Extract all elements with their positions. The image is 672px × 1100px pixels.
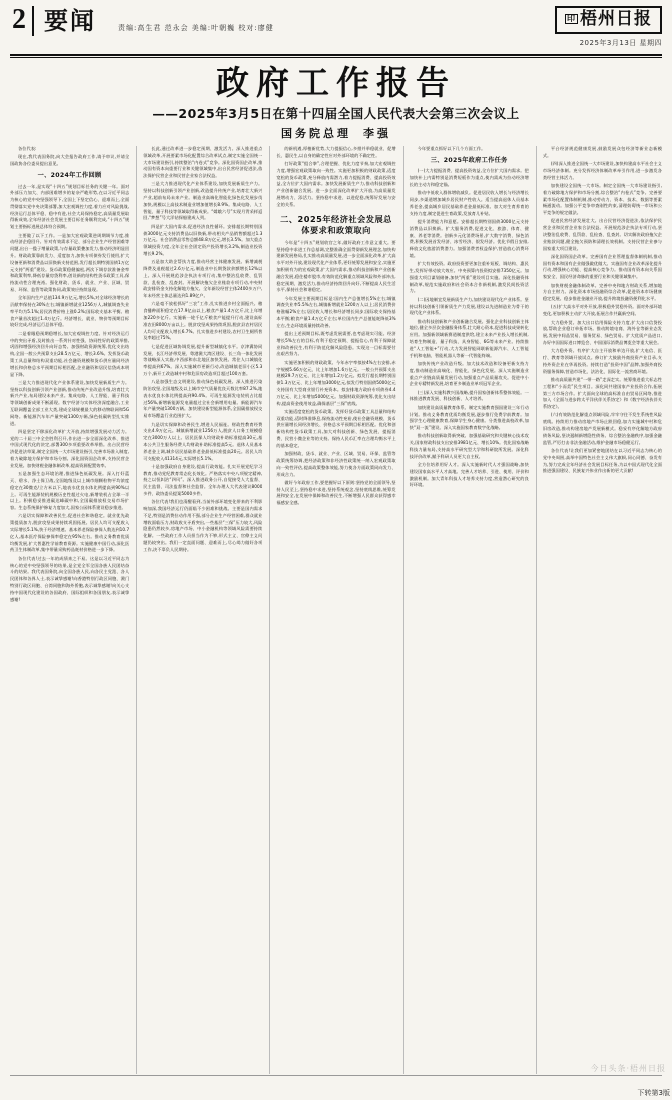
paragraph: (二)因地制宜发展新质生产力,加快建设现代化产业体系。坚持以科技创新引领新质生产力发展,建设以先进制造业为骨干的现代化产业体系。 bbox=[409, 296, 529, 316]
paragraph: 推动高质量共建“一带一路”走深走实。统筹推进重大标志性工程和“小而美”民生项目。深化同共建国家产业投资合作,拓展第三方市场合作。扩大面向全球的高标准自由贸易区网络,推进加入《全面与进步跨太平洋伙伴关系协定》和《数字经济伙伴关系协定》。 bbox=[542, 376, 662, 410]
paragraph: 加快传统产业改造升级。加大技术改造和设备更新支持力度,推动制造业高端化、智能化、绿色化发展。深入实施制造业重点产业链高质量发展行动,加强重点产品质量攻关。促进中小企业专精特新发展,培育更多制造业单项冠军企业。 bbox=[409, 360, 529, 387]
article-column bbox=[136, 146, 262, 1074]
footer-rule bbox=[10, 1075, 662, 1076]
byline-role: 国务院总理 bbox=[281, 126, 351, 140]
paragraph: 四是扩大国内需求,促进经济良性循环。安排超长期特别国债3000亿元支持消费品以旧换新,带动相关产品销售额超过1.3万亿元。社会消费品零售总额48.8万亿元,增长3.5%。加大重点领域投资力度,全年全社会固定资产投资增长3.2%,制造业投资增长9.2%。 bbox=[143, 223, 263, 256]
paragraph: 十是加强政府自身建设,提高行政效能。扎实开展党纪学习教育,推动党纪教育常态化长效化。严格落实中央八项规定精神,持之以恒纠治“四风”。深入推进政务公开,自觉接受人大监督、民主监督、司法监督和社会监督。全年办理人大代表建议8000多件、政协委员提案5000多件。 bbox=[143, 463, 263, 496]
article-column bbox=[10, 146, 129, 1074]
paragraph: 实施适度宽松的货币政策。发挥好货币政策工具总量和结构双重功能,适时降准降息,保持流动性充裕,使社会融资规模、货币供应量增长同经济增长、价格总水平预期目标相匹配。优化和创新结构性货币政策工具,加大对科技创新、绿色发展、提振消费、民营小微企业等的支持。保持人民币汇率在合理均衡水平上的基本稳定。 bbox=[276, 408, 396, 448]
article-column bbox=[269, 146, 395, 1074]
paragraph: 全方位培养用好人才。深入实施新时代人才强国战略,加快建设国家高水平人才高地。完善人才培养、引进、使用、评价和激励机制。加大青年科技人才培养支持力度,营造潜心研究的良好环境。 bbox=[409, 462, 529, 488]
paragraph: 大力稳外资。有序扩大自主开放和单边开放,扩大电信、医疗、教育等领域开放试点。修订扩大鼓励外商投资产业目录,支持外资企业在华再投资。持续打造“投资中国”品牌,加强外商投资服务保障,营造市场化、法治化、国际化一流营商环境。 bbox=[542, 348, 662, 374]
paragraph: 的新机遇,厚植新优势,大力提振信心,多措并举稳就业、促增长、惠民生,以自身的确定性应对外部环境的不确定性。 bbox=[276, 145, 396, 158]
paragraph: 推动科技创新和产业创新融合发展。强化企业科技创新主体地位,健全多层次金融服务体系,壮大耐心资本,促进科技成果转化应用。加强新领域新赛道制度供给,建立未来产业投入增长机制,培育生物制造、量子科技、具身智能、6G等未来产业。持续推进“人工智能+”行动,大力发展智能网联新能源汽车、人工智能手机和电脑、智能机器人等新一代智能终端。 bbox=[409, 318, 529, 358]
paragraph: 现在,我代表国务院,向大会报告政府工作,请予审议,并请全国政协各位委员提出意见。 bbox=[10, 154, 130, 167]
paragraph: 促进民营经济发展壮大。出台民营经济促进法,依法保护民营企业和民营企业家合法权益。开展规范涉企执法专项行动,坚决整治乱收费、乱罚款、乱检查、乱查封。切实解决政府拖欠企业账款问题,健全拖欠预防和清理长效机制。支持民营企业参与国家重大项目建设。 bbox=[542, 218, 662, 251]
paragraph: 五是加强生态环境治理,推进绿色低碳发展。深入打好蓝天、碧水、净土保卫战,全国地级及以上城市细颗粒物平均浓度稳定在30微克/立方米以下,地表水优良水体比例提高到90%以上。可再生能源装机规模历史性超过火电,新增装机占全球一半以上。积极稳妥推进碳达峰碳中和,全国碳排放权交易市场扩容。生态系统保护修复力度加大,国家公园体系建设稳步推进。 bbox=[10, 471, 130, 511]
paragraph: 四是坚定不移深化改革扩大开放,持续增强发展动力活力。党的二十届三中全会胜利召开,作出进一步全面深化改革、推进中国式现代化的决定,部署300多项重要改革举措。出台民营经济促进法草案,制定全国统一大市场建设指引,完善市场准入制度,着力破除地方保护和市场分割。深化国资国企改革,支持民营企业发展。加快财税金融体制改革,提高资源配置效率。 bbox=[10, 428, 130, 468]
paragraph: 今年要重点抓好以下几个方面工作。 bbox=[417, 145, 486, 151]
paragraph: 加快建设高质量教育体系。制定实施教育强国建设三年行动计划。推动义务教育优质均衡发展,逐步推行免费学前教育。加强学生心理健康教育,保障学生身心健康。分类推进高校改革,加快“双一流”建设。深入实施国家教育数字化战略。 bbox=[409, 404, 529, 431]
paragraph: 打好政策“组合拳”,合理把握、优化力度节奏,加大宏观调控力度,增强宏观政策取向一致性。实施更加积极的财政政策,适度宽松的货币政策,充分释放内需潜力,着力提振消费、提高投资效益,全方位扩大国内需求。加快发展新质生产力,推动科技创新和产业创新融合发展。进一步全面深化改革扩大开放,为高质量发展增动力、添活力。坚持稳中求进、以进促稳,统筹好发展与安全的关系。 bbox=[276, 161, 396, 207]
paragraph: (四)深入推进全国统一大市场建设,加快构建高水平社会主义市场经济体制。充分发挥经济体制改革牵引作用,进一步激发各类经营主体活力。 bbox=[542, 161, 662, 180]
issue-date: 2025年3月13日 星期四 bbox=[579, 38, 662, 47]
section-heading: 二、2025年经济社会发展总体要求和政策取向 bbox=[280, 213, 392, 235]
headline-subtitle: ——2025年3月5日在第十四届全国人民代表大会第三次会议上 bbox=[152, 105, 520, 121]
byline-name: 李强 bbox=[363, 126, 391, 140]
article-column bbox=[536, 146, 662, 1074]
paragraph: 提升消费能力和意愿。安排超长期特别国债3000亿元支持消费品以旧换新。扩大服务消费,促进文化、旅游、体育、健康、养老等消费。创新多元化消费场景,扩大数字消费、绿色消费,积极发展首发经济、冰雪经济、银发经济。优化节假日安排,释放文化旅游消费潜力。加强消费者权益保护,营造放心消费环境。 bbox=[409, 218, 529, 258]
paragraph: 推动科技创新取得新突破。加强基础研究和关键核心技术攻关,国家财政科技支出安排3981亿元、增长10%。优化国家战略科技力量布局,支持高水平研究型大学和科研院所发展。深化科技评价改革,赋予科研人员更大自主权。 bbox=[409, 433, 529, 459]
sub-heading: 三、2025年政府工作任务 bbox=[430, 156, 508, 164]
paragraph: (五)扩大高水平对外开放,积极稳外贸稳外资。面对外部环境变化,更加积极主动扩大开放,拓展合作共赢新空间。 bbox=[542, 304, 662, 317]
masthead-right bbox=[555, 6, 662, 48]
newspaper-logo bbox=[555, 6, 662, 34]
paragraph: 今年是“十四五”规划收官之年,做好政府工作意义重大。要坚持稳中求进工作总基调,完整准确全面贯彻新发展理念,加快构建新发展格局,扎实推动高质量发展,进一步全面深化改革,扩大高水平对外开放,建设现代化产业体系,更好统筹发展和安全,实施更加积极有为的宏观政策,扩大国内需求,推动科技创新和产业创新融合发展,稳住楼市股市,有效防范化解重点领域风险和外部冲击,稳定预期、激发活力,推动经济持续回升向好,不断提高人民生活水平,保持社会和谐稳定。 bbox=[276, 239, 396, 293]
page-title: 政府工作报告 bbox=[216, 63, 456, 102]
paragraph: 长此,通过改革进一步稳定预期、激发活力。深入推进重点领域改革,开展要素市场化配置综合改革试点,制定实施全国统一大市场建设指引,持续整治“内卷式”竞争。深化国资国企改革,推动国有资本向重要行业和关键领域集中,出台民营经济促进法,依法保护民营企业和民营企业家合法权益。 bbox=[143, 145, 263, 179]
newspaper-title: 梧州日报 bbox=[580, 9, 652, 29]
paragraph: 全年国内生产总值134.9万亿元,增长5%,对全球经济增长的贡献率保持在30%左右;城镇新增就业1256万人,城镇调查失业率平均为5.1%;居民消费价格上涨0.2%;国际收支基本平衡。粮食产量首次超过1.4万亿斤。经济增长、就业、物价等预期目标较好完成,经济运行总体平稳。 bbox=[10, 295, 130, 328]
paragraph: 加快建设全国统一大市场。制定全国统一大市场建设指引,着力破除地方保护和市场分割,综合整治“内卷式”竞争。完善要素市场化配置体制机制,推动劳动力、资本、技术、数据等要素畅通流动。加强公平竞争审查刚性约束,清理妨碍统一市场和公平竞争的规定做法。 bbox=[542, 182, 662, 216]
paragraph: 各位代表!让我们更加紧密地团结在以习近平同志为核心的党中央周围,高举中国特色社会主义伟大旗帜,同心同德、奋发有为,努力完成全年经济社会发展目标任务,为以中国式现代化全面推进强国建设、民族复兴伟业作出新的更大贡献! bbox=[542, 447, 662, 474]
paragraph: 五是加大助企帮扶力度,推动经营主体健康发展。新增减税降费及退税超过2.6万亿元,制造业中长期贷款余额增长12%以上。深入开展规范涉企执法专项行动,集中整治乱收费、乱罚款、乱检查、乱查封。开展解决拖欠企业账款专项行动,中央财政安排资金支持化解地方拖欠。全年新设经营主体2400多万户,年末经营主体总量达到1.89亿户。 bbox=[143, 259, 263, 299]
paragraph: 深化国资国企改革。完善国有企业管理监督体制机制,推动国有资本和国有企业做强做优做大。实施国有企业改革深化提升行动,增强核心功能、提高核心竞争力。推动国有资本向关系国家安全、国民经济命脉的重要行业和关键领域集中。 bbox=[542, 253, 662, 280]
paragraph: 大力稳外贸。加大出口信用保险支持力度,扩大出口信贷投放,帮助企业稳订单拓市场。推动跨境电商、海外仓等新业态发展,发展中间品贸易、服务贸易、绿色贸易。扩大优质产品进口,办好中国国际进口博览会、中国国际消费品博览会等重大展会。 bbox=[542, 319, 662, 345]
paragraph: 加强财政、货币、就业、产业、区域、贸易、环保、监管等政策统筹协调,把经济政策和非经济性政策统一纳入宏观政策取向一致性评估,提高政策整体效能,努力使各方面政策同向发力、形成合力。 bbox=[276, 451, 396, 477]
paragraph: 推动中低收入群体增收减负。促进居民收入增长与经济增长同步,多渠道增加城乡居民财产性收入。适当提高退休人员基本养老金,提高城乡居民基础养老金最低标准。加大对生育养育的支持力度,制定促进生育政策,发放育儿补贴。 bbox=[409, 190, 529, 216]
masthead-left bbox=[10, 6, 274, 36]
paragraph: 九是切实保障和改善民生,增进人民福祉。财政性教育经费支出4.9万亿元。城镇新增就业1256万人,脱贫人口务工规模稳定在3000万人以上。居民医保人均财政补助标准提高30元,基本公共卫生服务经费人均财政补助标准提高5元。退休人员基本养老金上调,城乡居民基础养老金最低标准提高20元。居民人均可支配收入41314元,实际增长5.1%。 bbox=[143, 421, 263, 461]
paragraph: 六是切实保障和改善民生,促进社会和谐稳定。就业优先政策提质加力,脱贫攻坚成果持续巩固拓展。居民人均可支配收入实际增长5.1%,快于经济增速。基本养老保险参保人数达到10.7亿人,基本医疗保险参保率稳定在95%左右。推动义务教育优质均衡发展,扩大普惠性学前教育资源。实施健康中国行动,深化医药卫生体制改革,集中带量采购药品耗材价格进一步下降。 bbox=[10, 513, 130, 553]
paragraph: 平台经济规范健康发展,鼓励发展众包经济等新业态新模式。 bbox=[542, 145, 662, 158]
paragraph: 六是毫不放松抓好“三农”工作,扎实推进乡村全面振兴。粮食播种面积稳定在17.9亿亩以上,粮食产量1.4万亿斤,比上年增加220多亿斤。实施新一轮千亿斤粮食产能提升行动,建设高标准农田8000万亩以上。脱贫攻坚成果持续巩固,脱贫县农村居民人均可支配收入增长6.7%。扎实推进乡村建设,农村卫生厕所普及率超过75%。 bbox=[143, 301, 263, 341]
paragraph: 二是着眼稳预期稳增长,加大宏观调控力度。针对经济运行中的突出矛盾,及时推出一系列针对性强、协同性好的政策举措,巩固和增强经济回升向好态势。加强财政资源统筹,优化支出结构,全国一般公共预算支出28.5万亿元、增长3.6%。发挥货币政策工具总量和结构双重功能,社会融资规模和货币供应量同经济增长和价格总水平预期目标相匹配,企业融资和居民信贷成本明显下降。 bbox=[10, 330, 130, 377]
paragraph: 主要做了以下工作。一是加大宏观政策逆周期调节力度,推动经济企稳回升。针对有效需求不足、部分企业生产经营困难等问题,出台一揽子增量政策,与存量政策叠加发力,推动经济明显回升。财政政策靠前发力、适度加力,加快专项债券发行使用,扩大设备更新和消费品以旧换新支持范围,发行超长期特别国债1万亿元支持“两重”建设。货币政策稳健偏松,两次下调存款准备金率和政策利率,降低存量房贷利率,创设新的结构性货币政策工具,保持流动性合理充裕。强化财政、货币、就业、产业、区域、贸易、环保、监管等政策协同,政策效应持续显现。 bbox=[10, 232, 130, 292]
article-columns bbox=[10, 146, 662, 1074]
byline bbox=[10, 125, 662, 141]
seal-icon: 印 bbox=[567, 13, 576, 23]
masthead-rule-thin bbox=[10, 57, 662, 58]
paragraph: 提出上述预期目标,既考虑发展需要,也考虑现实可能。经济增长5%左右的目标,有利于稳定预期、提振信心,有利于保障就业和改善民生,有利于防范化解风险隐患。实现这一目标需要付出艰苦努力。 bbox=[276, 331, 396, 357]
paragraph: 各位代表!我们也清醒看到,当前外部环境变化带来的不利影响加深,我国经济运行仍面临不少困难和挑战。主要是国内需求不足,特别是消费拉动作用不强,部分企业生产经营困难,群众就业增收面临压力,财政收支矛盾突出,一些基层“三保”压力较大,风险隐患仍然较多,房地产市场、中小金融机构等领域风险需要持续化解。一些政府工作人员担当作为不够,形式主义、官僚主义问题仍较突出。我们一定直面问题、迎难而上,尽心竭力做好各项工作,决不辜负人民期待。 bbox=[143, 499, 263, 552]
paragraph: 各位代表!过去一年的成绩来之不易。这是以习近平同志为核心的党中央坚强领导的结果,是全党全军全国各族人民团结奋斗的结果。我代表国务院,向全国各族人民,向各民主党派、各人民团体和各界人士,表示诚挚感谢!向香港特别行政区同胞、澳门特别行政区同胞、台湾同胞和海外侨胞,表示诚挚感谢!向关心支持中国现代化建设的各国政府、国际组织和各国朋友,表示诚挚感谢! bbox=[10, 555, 130, 602]
sub-heading: 一、2024年工作回顾 bbox=[37, 171, 102, 179]
paragraph: 三是大力推进现代化产业体系建设,加快发展新质生产力。坚持以科技创新引领产业创新,改造提升传统产业,培育壮大新兴产业,超前布局未来产业。制造业高端化智能化绿色化发展步伐加快,规模以上高技术制造业增加值增长8.9%。集成电路、人工智能、量子科技等领域取得新成果。“嫦娥六号”实现月背采样返回,“梦想”号大洋钻探船建成入列。 bbox=[143, 181, 263, 221]
editorial-credits: 责编:高生君 范永会 美编:叶朝巍 校对:廖健 bbox=[118, 24, 274, 32]
page-number: 2 bbox=[10, 6, 34, 36]
paragraph: 八是加强生态文明建设,推动绿色低碳发展。深入推进污染防治攻坚,全国地级及以上城市空气质量优良天数比率87.2%,地表水优良水体比例提高到90.4%。可再生能源发电装机占比超过56%,新增新能源发电量超过全社会新增用电量。新能源汽车年产量突破1300万辆。加快建设新型能源体系,全国碳排放权交易市场覆盖行业范围扩大。 bbox=[143, 379, 263, 419]
paragraph: 七是促进区域协调发展,提升新型城镇化水平。京津冀协同发展、长江经济带发展、粤港澳大湾区建设、长三角一体化发展等战略深入实施,中西部和东北地区加快发展。常住人口城镇化率提高到67%。深入实施城市更新行动,改造城镇老旧小区5.3万个,新开工改造城中村和危旧房改造项目超过100万套。 bbox=[143, 343, 263, 376]
paragraph: 做好今年政府工作,要把握好以下原则:坚持党的全面领导,坚持人民至上,坚持稳中求进,坚持系统观念,坚持底线思维,统筹发展和安全,在发展中保障和改善民生,不断增强人民群众获得感幸福感安全感。 bbox=[276, 479, 396, 506]
paragraph: 三是大力推进现代化产业体系建设,加快发展新质生产力。坚持以科技创新引领产业创新,推动传统产业改造升级,培育壮大新兴产业,布局建设未来产业。集成电路、人工智能、量子科技等领域创新成果不断涌现。数字经济与实体经济深度融合,工业互联网覆盖全部工业大类,建成全球规模最大的移动物联网和5G网络。新能源汽车年产量突破1300万辆,绿色低碳转型扎实推进。 bbox=[10, 379, 130, 426]
continued-note: 下转第3版 bbox=[637, 1089, 670, 1097]
paragraph: 过去一年,是实现“十四五”规划目标任务的关键一年。面对外部压力加大、内部困难增多的复杂严峻形势,在以习近平同志为核心的党中央坚强领导下,全国上下坚定信心、迎难而上,全面贯彻落实党中央决策部署,加大宏观调控力度,着力应对风险挑战,经济运行总体平稳、稳中有进,社会大局保持稳定,高质量发展取得新成效,全年经济社会发展主要目标任务顺利完成,“十四五”规划主要指标进展总体符合预期。 bbox=[10, 183, 130, 230]
paragraph: (六)有效防范化解重点领域风险,牢牢守住不发生系统性风险底线。持续用力推动房地产市场止跌回稳,加力实施城中村和危旧房改造,推动构建房地产发展新模式。稳妥有序化解地方政府债务风险,坚决遏制新增隐性债务。综合整治金融秩序,加强金融监管,严厉打击非法金融活动,维护金融市场稳健运行。 bbox=[542, 412, 662, 445]
section-name: 要闻 bbox=[44, 7, 96, 35]
paragraph: 今年发展主要预期目标是:国内生产总值增长5%左右;城镇调查失业率5.5%左右,城镇新增就业1200万人以上;居民消费价格涨幅2%左右;居民收入增长和经济增长同步;国际收支保持基本平衡;粮食产量1.4万亿斤左右;单位国内生产总值能耗降低3%左右,生态环境质量持续改善。 bbox=[276, 295, 396, 328]
article-column bbox=[403, 146, 529, 1074]
watermark: 今日头条·梧州日报 bbox=[590, 1064, 666, 1073]
paragraph: 各位代表: bbox=[18, 145, 37, 151]
paragraph: 扩大有效投资。政府投资要更加注重补短板、调结构、惠民生,发挥好带动放大效应。中央预算内投资拟安排7350亿元。加强重大项目谋划储备,加快“两重”建设项目实施。深化投融资体制改革,规范实施政府和社会资本合作新机制,激发民间投资活力。 bbox=[409, 261, 529, 294]
paragraph: (一)大力提振消费、提高投资效益,全方位扩大国内需求。把加快补上内需特别是消费短板作为重点,使内需成为拉动经济增长的主动力和稳定锚。 bbox=[409, 168, 529, 187]
paragraph: 加快财税金融体制改革。完善中央和地方财政关系,增加地方自主财力。深化资本市场投融资综合改革,促进资本市场健康稳定发展。稳步推进金融业开放,提升跨境投融资便利化水平。 bbox=[542, 282, 662, 302]
masthead bbox=[10, 6, 662, 52]
paragraph: (三)深入实施科教兴国战略,提升国家创新体系整体效能。一体推进教育发展、科技创新、人才培养。 bbox=[409, 389, 529, 402]
paragraph: 实施更加积极的财政政策。今年赤字率拟按4%左右安排,赤字规模5.66万亿元、比上年增加1.6万亿元。一般公共预算支出规模29.7万亿元、比上年增加1.2万亿元。拟发行超长期特别国债1.3万亿元、比上年增加3000亿元,拟发行特别国债5000亿元支持国有大型商业银行补充资本。拟安排地方政府专项债券4.4万亿元、比上年增加5000亿元。加强财政资源统筹,优化支出结构,提高资金使用效益,确保基层“三保”底线。 bbox=[276, 359, 396, 406]
masthead-rule-thick bbox=[10, 54, 662, 56]
